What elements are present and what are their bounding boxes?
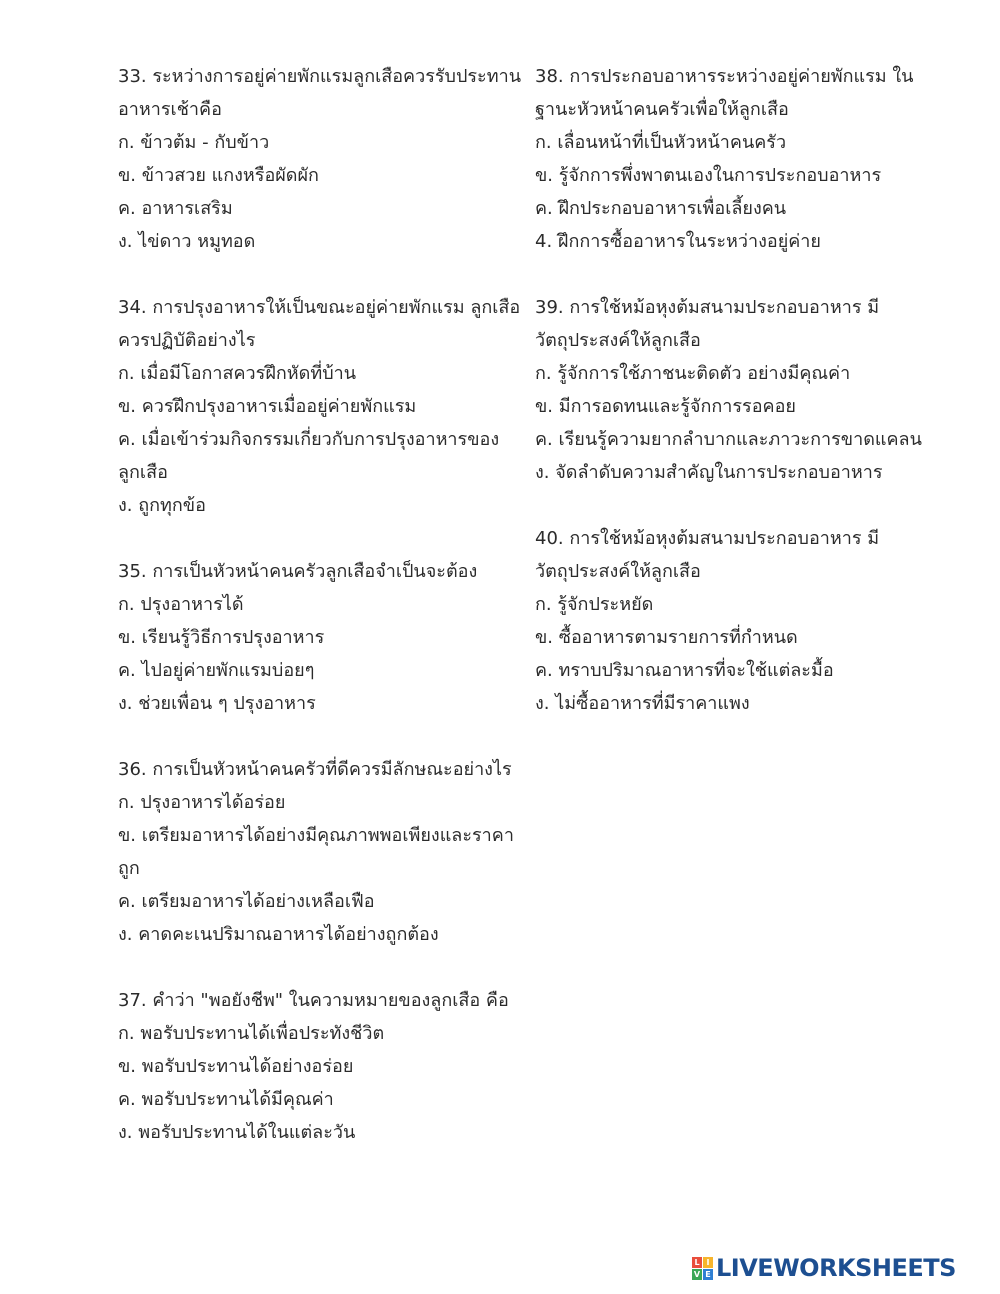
logo-mark-cell: I — [703, 1257, 713, 1268]
logo-mark-cell: V — [693, 1269, 701, 1279]
logo-mark-cell: L — [692, 1257, 702, 1268]
question-block — [535, 522, 935, 720]
question-line: ข. พอรับประทานได้อย่างอร่อย — [118, 1056, 354, 1077]
logo-mark-cell: E — [703, 1269, 713, 1280]
question-line: ค. พอรับประทานได้มีคุณค่า — [118, 1089, 334, 1110]
question-line: ค. เมื่อเข้าร่วมกิจกรรมเกี่ยวกับการปรุงอาหารของ — [118, 429, 500, 450]
question-line: 4. ฝึกการซื้ออาหารในระหว่างอยู่ค่าย — [535, 231, 821, 252]
question-line: อาหารเช้าคือ — [118, 99, 222, 120]
question-block — [118, 753, 528, 951]
question-block — [118, 555, 528, 720]
question-line: ค. เรียนรู้ความยากลำบากและภาวะการขาดแคลน — [535, 429, 922, 450]
question-line: ข. รู้จักการพึ่งพาตนเองในการประกอบอาหาร — [535, 165, 882, 186]
question-block — [118, 291, 528, 522]
question-line: ค. ทราบปริมาณอาหารที่จะใช้แต่ละมื้อ — [535, 660, 834, 681]
question-text: 35. การเป็นหัวหน้าคนครัวลูกเสือจำเป็นจะต้อง — [118, 561, 478, 582]
question-line: ก. เลื่อนหน้าที่เป็นหัวหน้าคนครัว — [535, 132, 787, 153]
right-column — [535, 60, 935, 753]
question-line: ง. คาดคะเนปริมาณอาหารได้อย่างถูกต้อง — [118, 924, 439, 945]
question-line: ข. ควรฝึกปรุงอาหารเมื่ออยู่ค่ายพักแรม — [118, 396, 417, 417]
question-line: ง. ช่วยเพื่อน ๆ ปรุงอาหาร — [118, 693, 316, 714]
question-line: ค. อาหารเสริม — [118, 198, 233, 219]
question-block — [118, 984, 528, 1149]
question-line: ค. เตรียมอาหารได้อย่างเหลือเฟือ — [118, 891, 375, 912]
question-line: ก. พอรับประทานได้เพื่อประทังชีวิต — [118, 1023, 385, 1044]
question-line: ฐานะหัวหน้าคนครัวเพื่อให้ลูกเสือ — [535, 99, 789, 120]
question-line: ข. ซื้ออาหารตามรายการที่กำหนด — [535, 627, 798, 648]
question-line: ก. เมื่อมีโอกาสควรฝึกหัดที่บ้าน — [118, 363, 357, 384]
question-text: 34. การปรุงอาหารให้เป็นขณะอยู่ค่ายพักแรม ลูกเสือ — [118, 297, 521, 318]
question-line: ข. มีการอดทนและรู้จักการรอคอย — [535, 396, 796, 417]
question-line: ข. เรียนรู้วิธีการปรุงอาหาร — [118, 627, 325, 648]
question-text: 39. การใช้หม้อหุงต้มสนามประกอบอาหาร มี — [535, 297, 880, 318]
liveworksheets-logo — [692, 1252, 956, 1284]
question-block — [535, 60, 935, 258]
question-line: ก. ปรุงอาหารได้อร่อย — [118, 792, 286, 813]
question-line: ข. เตรียมอาหารได้อย่างมีคุณภาพพอเพียงและราคา — [118, 825, 514, 846]
question-block — [535, 291, 935, 489]
question-text: 40. การใช้หม้อหุงต้มสนามประกอบอาหาร มี — [535, 528, 880, 549]
question-line: วัตถุประสงค์ให้ลูกเสือ — [535, 330, 701, 351]
question-line: ง. ไม่ซื้ออาหารที่มีราคาแพง — [535, 693, 750, 714]
question-line: ก. รู้จักการใช้ภาชนะติดตัว อย่างมีคุณค่า — [535, 363, 851, 384]
question-line: ถูก — [118, 858, 140, 879]
question-line: ง. ถูกทุกข้อ — [118, 495, 206, 516]
question-text: 37. คำว่า "พอยังชีพ" ในความหมายของลูกเสือ คือ — [118, 990, 509, 1011]
question-line: ง. ไข่ดาว หมูทอด — [118, 231, 256, 252]
question-line: ก. รู้จักประหยัด — [535, 594, 654, 615]
question-text: 38. การประกอบอาหารระหว่างอยู่ค่ายพักแรม ใน — [535, 66, 914, 87]
question-line: ข. ข้าวสวย แกงหรือผัดผัก — [118, 165, 319, 186]
question-line: ง. จัดลำดับความสำคัญในการประกอบอาหาร — [535, 462, 883, 483]
question-line: ควรปฏิบัติอย่างไร — [118, 330, 256, 351]
question-line: ค. ฝึกประกอบอาหารเพื่อเลี้ยงคน — [535, 198, 787, 219]
question-line: ค. ไปอยู่ค่ายพักแรมบ่อยๆ — [118, 660, 315, 681]
question-line: วัตถุประสงค์ให้ลูกเสือ — [535, 561, 701, 582]
question-line: ก. ปรุงอาหารได้ — [118, 594, 244, 615]
question-text: 36. การเป็นหัวหน้าคนครัวที่ดีควรมีลักษณะอย่างไร — [118, 759, 512, 780]
question-line: ก. ข้าวต้ม - กับข้าว — [118, 132, 270, 153]
left-column — [118, 60, 528, 1182]
logo-mark-icon — [692, 1257, 713, 1280]
logo-text: LIVEWORKSHEETS — [716, 1254, 956, 1282]
question-block — [118, 60, 528, 258]
question-text: 33. ระหว่างการอยู่ค่ายพักแรมลูกเสือควรรับประทาน — [118, 66, 522, 87]
question-line: ลูกเสือ — [118, 462, 168, 483]
question-line: ง. พอรับประทานได้ในแต่ละวัน — [118, 1122, 356, 1143]
